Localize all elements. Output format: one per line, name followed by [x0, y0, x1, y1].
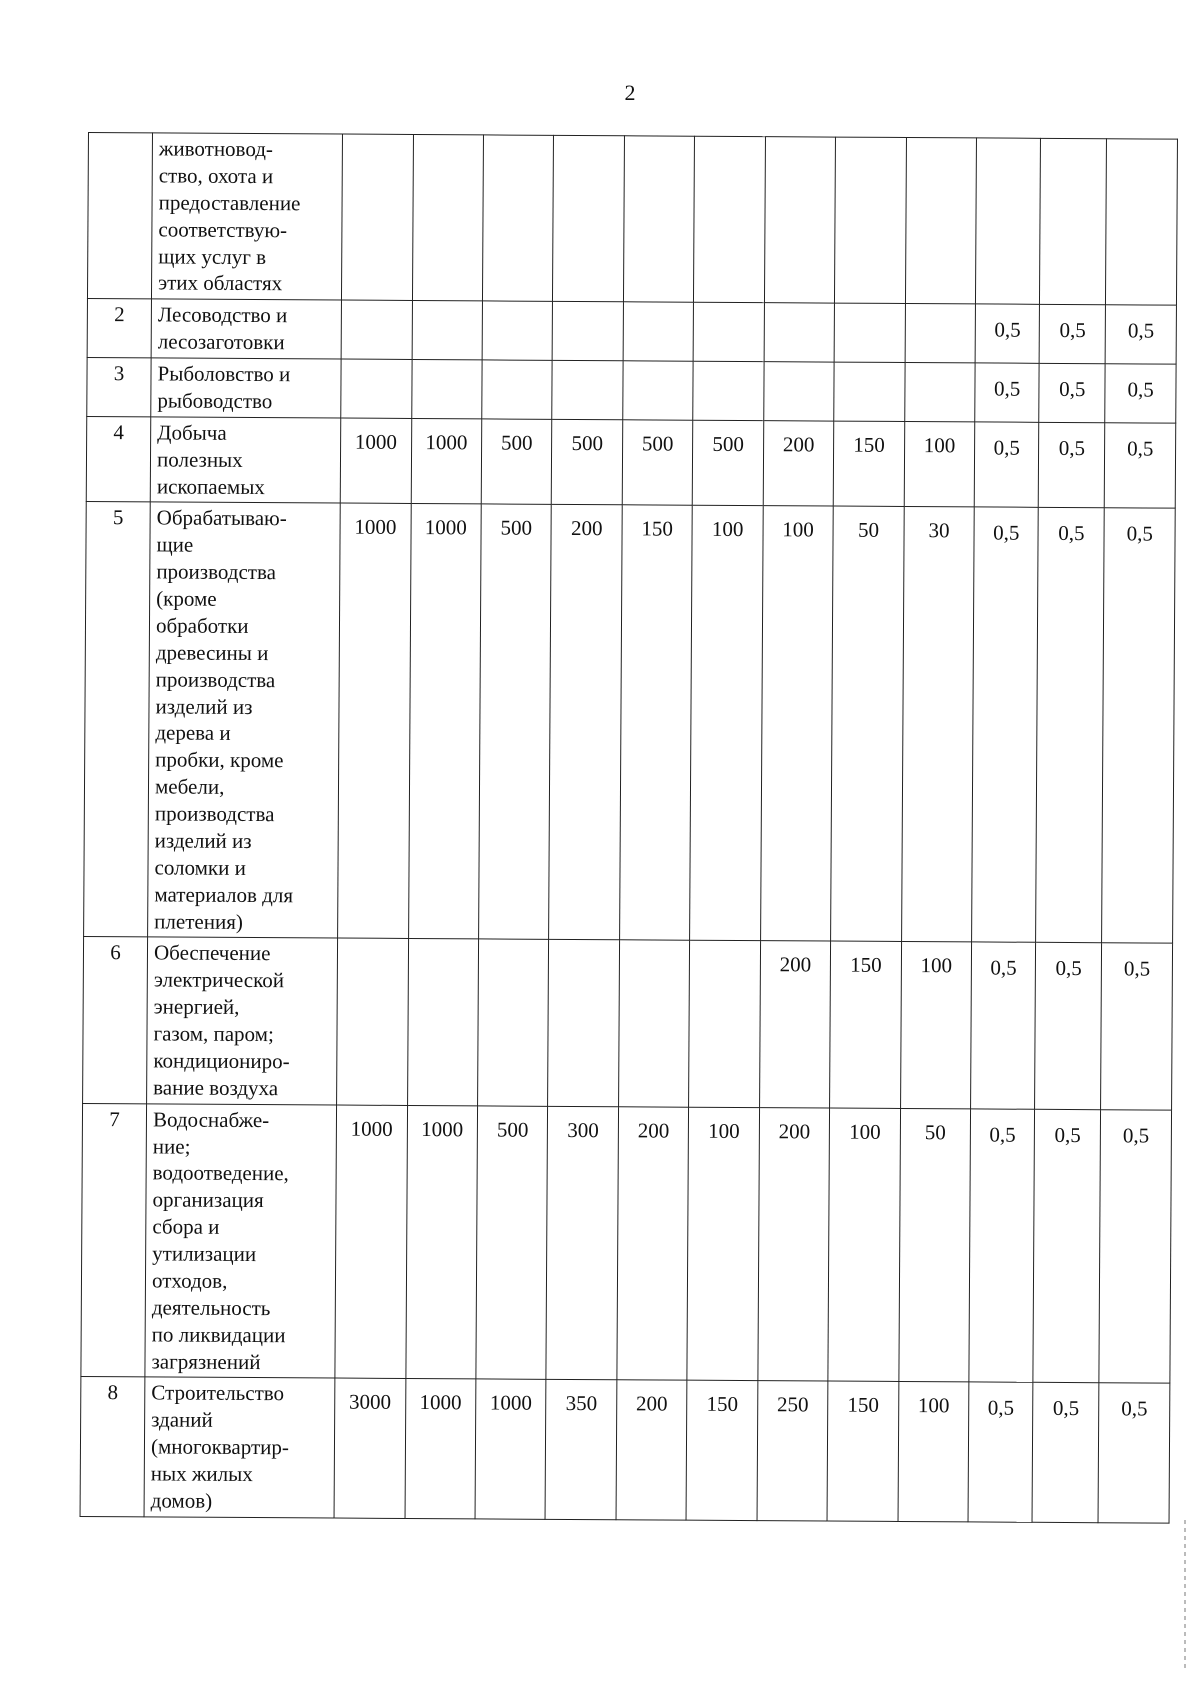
value-cell — [618, 940, 689, 1107]
value-cell — [552, 360, 623, 419]
value-cell — [482, 135, 553, 302]
value-cell: 1000 — [405, 1105, 477, 1379]
value-cell: 150 — [686, 1381, 757, 1521]
value-cell: 100 — [898, 1382, 969, 1522]
scan-edge-mark — [1184, 1520, 1186, 1670]
value-cell: 500 — [693, 420, 764, 506]
value-cell: 1000 — [411, 418, 482, 504]
value-cell: 0,5 — [1105, 305, 1176, 364]
value-cell — [623, 361, 694, 420]
value-cell: 0,5 — [1035, 943, 1102, 1110]
value-cell — [482, 360, 553, 419]
row-number-cell: 5 — [84, 502, 151, 937]
activity-name-cell: Водоснабже- ние; водоотведение, организация сбора и утилизации отходов, деятельность по ликвидации загрязнений — [145, 1104, 337, 1379]
row-number-cell: 8 — [80, 1377, 145, 1517]
activity-name-cell: Обеспечение электрической энергией, газом, паром; кондициониро- вание воздуха — [147, 937, 338, 1104]
table-row — [87, 357, 1176, 422]
value-cell: 1000 — [405, 1379, 476, 1519]
value-cell: 100 — [900, 942, 971, 1109]
value-cell — [693, 361, 764, 420]
value-cell — [1106, 139, 1178, 306]
value-cell — [341, 300, 412, 359]
value-cell: 200 — [763, 420, 834, 506]
activity-name-cell: Строительство зданий (многоквартир- ных жилых домов) — [144, 1377, 335, 1518]
value-cell: 1000 — [408, 504, 481, 939]
value-cell — [482, 301, 553, 360]
value-cell — [412, 134, 483, 301]
value-cell: 3000 — [334, 1378, 405, 1518]
value-cell — [905, 304, 976, 363]
value-cell — [764, 303, 835, 362]
value-cell: 250 — [757, 1381, 828, 1521]
table-row — [87, 299, 1176, 364]
value-cell — [834, 303, 905, 362]
value-cell — [623, 302, 694, 361]
value-cell: 0,5 — [1105, 422, 1176, 508]
value-cell — [904, 362, 975, 421]
value-cell: 150 — [833, 421, 904, 507]
value-cell: 100 — [904, 421, 975, 507]
row-number-cell: 7 — [81, 1103, 147, 1377]
activity-name-cell: Добыча полезных ископаемых — [150, 417, 341, 504]
value-cell: 0,5 — [1039, 363, 1106, 422]
value-cell — [412, 301, 483, 360]
value-cell: 0,5 — [969, 1109, 1035, 1383]
value-cell: 500 — [552, 419, 623, 505]
value-cell — [553, 302, 624, 361]
row-number-cell — [87, 133, 152, 300]
row-number-cell: 2 — [87, 299, 151, 358]
value-cell — [689, 941, 760, 1108]
value-cell: 200 — [616, 1380, 687, 1520]
value-cell — [834, 362, 905, 421]
value-cell: 0,5 — [1032, 1383, 1099, 1523]
value-cell: 0,5 — [1102, 508, 1175, 943]
regulation-table — [80, 132, 1178, 1523]
value-cell — [764, 137, 835, 304]
value-cell: 500 — [479, 504, 552, 939]
table-row — [83, 937, 1173, 1110]
table-row — [86, 416, 1176, 508]
value-cell — [337, 938, 408, 1105]
value-cell — [905, 137, 976, 304]
table-row — [80, 1377, 1170, 1523]
value-cell — [835, 137, 906, 304]
row-number-cell: 4 — [86, 416, 151, 502]
value-cell — [548, 940, 619, 1107]
value-cell — [342, 134, 413, 301]
value-cell: 150 — [827, 1381, 898, 1521]
activity-name-cell: животновод- ство, охота и предоставление соответствую- щих услуг в этих областях — [152, 133, 343, 300]
value-cell: 0,5 — [1105, 364, 1176, 423]
value-cell — [976, 138, 1041, 305]
value-cell: 1000 — [340, 418, 411, 504]
value-cell: 0,5 — [1038, 422, 1105, 508]
value-cell — [694, 136, 765, 303]
value-cell: 100 — [690, 506, 763, 941]
value-cell: 350 — [545, 1380, 616, 1520]
value-cell: 1000 — [475, 1379, 546, 1519]
value-cell: 50 — [831, 506, 904, 941]
value-cell: 0,5 — [975, 304, 1039, 363]
value-cell — [693, 302, 764, 361]
row-number-cell: 3 — [87, 357, 151, 416]
value-cell: 0,5 — [1099, 1109, 1171, 1383]
table-row — [87, 133, 1177, 306]
value-cell: 200 — [758, 1107, 830, 1381]
value-cell: 100 — [828, 1108, 900, 1382]
value-cell — [1040, 138, 1107, 305]
value-cell — [407, 939, 478, 1106]
value-cell: 150 — [830, 941, 901, 1108]
value-cell — [553, 135, 624, 302]
table-row — [84, 502, 1176, 944]
activity-name-cell: Обрабатываю- щие производства (кроме обработки древесины и производства изделий из дерева и пробки, кроме мебели, производства изделий из соломки и материалов для плетения) — [148, 502, 341, 938]
value-cell: 0,5 — [1039, 305, 1106, 364]
value-cell — [341, 359, 412, 418]
table-row — [81, 1103, 1172, 1383]
value-cell: 30 — [901, 507, 974, 942]
value-cell: 0,5 — [972, 507, 1039, 942]
value-cell: 150 — [619, 505, 692, 940]
value-cell: 0,5 — [968, 1382, 1033, 1522]
value-cell: 500 — [622, 420, 693, 506]
value-cell — [623, 136, 694, 303]
row-number-cell: 6 — [83, 937, 148, 1104]
value-cell: 0,5 — [1036, 508, 1105, 943]
value-cell: 300 — [546, 1106, 618, 1380]
value-cell: 0,5 — [971, 942, 1036, 1109]
value-cell: 0,5 — [1033, 1109, 1101, 1383]
value-cell: 50 — [899, 1108, 971, 1382]
value-cell: 100 — [687, 1107, 759, 1381]
value-cell — [411, 359, 482, 418]
table-body — [80, 133, 1177, 1523]
value-cell: 200 — [549, 505, 622, 940]
value-cell: 500 — [481, 419, 552, 505]
value-cell: 500 — [476, 1106, 548, 1380]
value-cell — [764, 362, 835, 421]
page-number: 2 — [624, 80, 636, 105]
value-cell: 0,5 — [974, 422, 1039, 508]
activity-name-cell: Лесоводство и лесозаготовки — [151, 299, 341, 359]
value-cell: 200 — [759, 941, 830, 1108]
value-cell: 100 — [760, 506, 833, 941]
value-cell — [478, 939, 549, 1106]
value-cell: 200 — [617, 1106, 689, 1380]
value-cell: 0,5 — [975, 363, 1039, 422]
value-cell: 0,5 — [1101, 943, 1173, 1110]
value-cell: 1000 — [335, 1105, 407, 1379]
value-cell: 1000 — [338, 503, 411, 938]
value-cell: 0,5 — [1098, 1383, 1169, 1523]
activity-name-cell: Рыболовство и рыбоводство — [151, 358, 341, 418]
